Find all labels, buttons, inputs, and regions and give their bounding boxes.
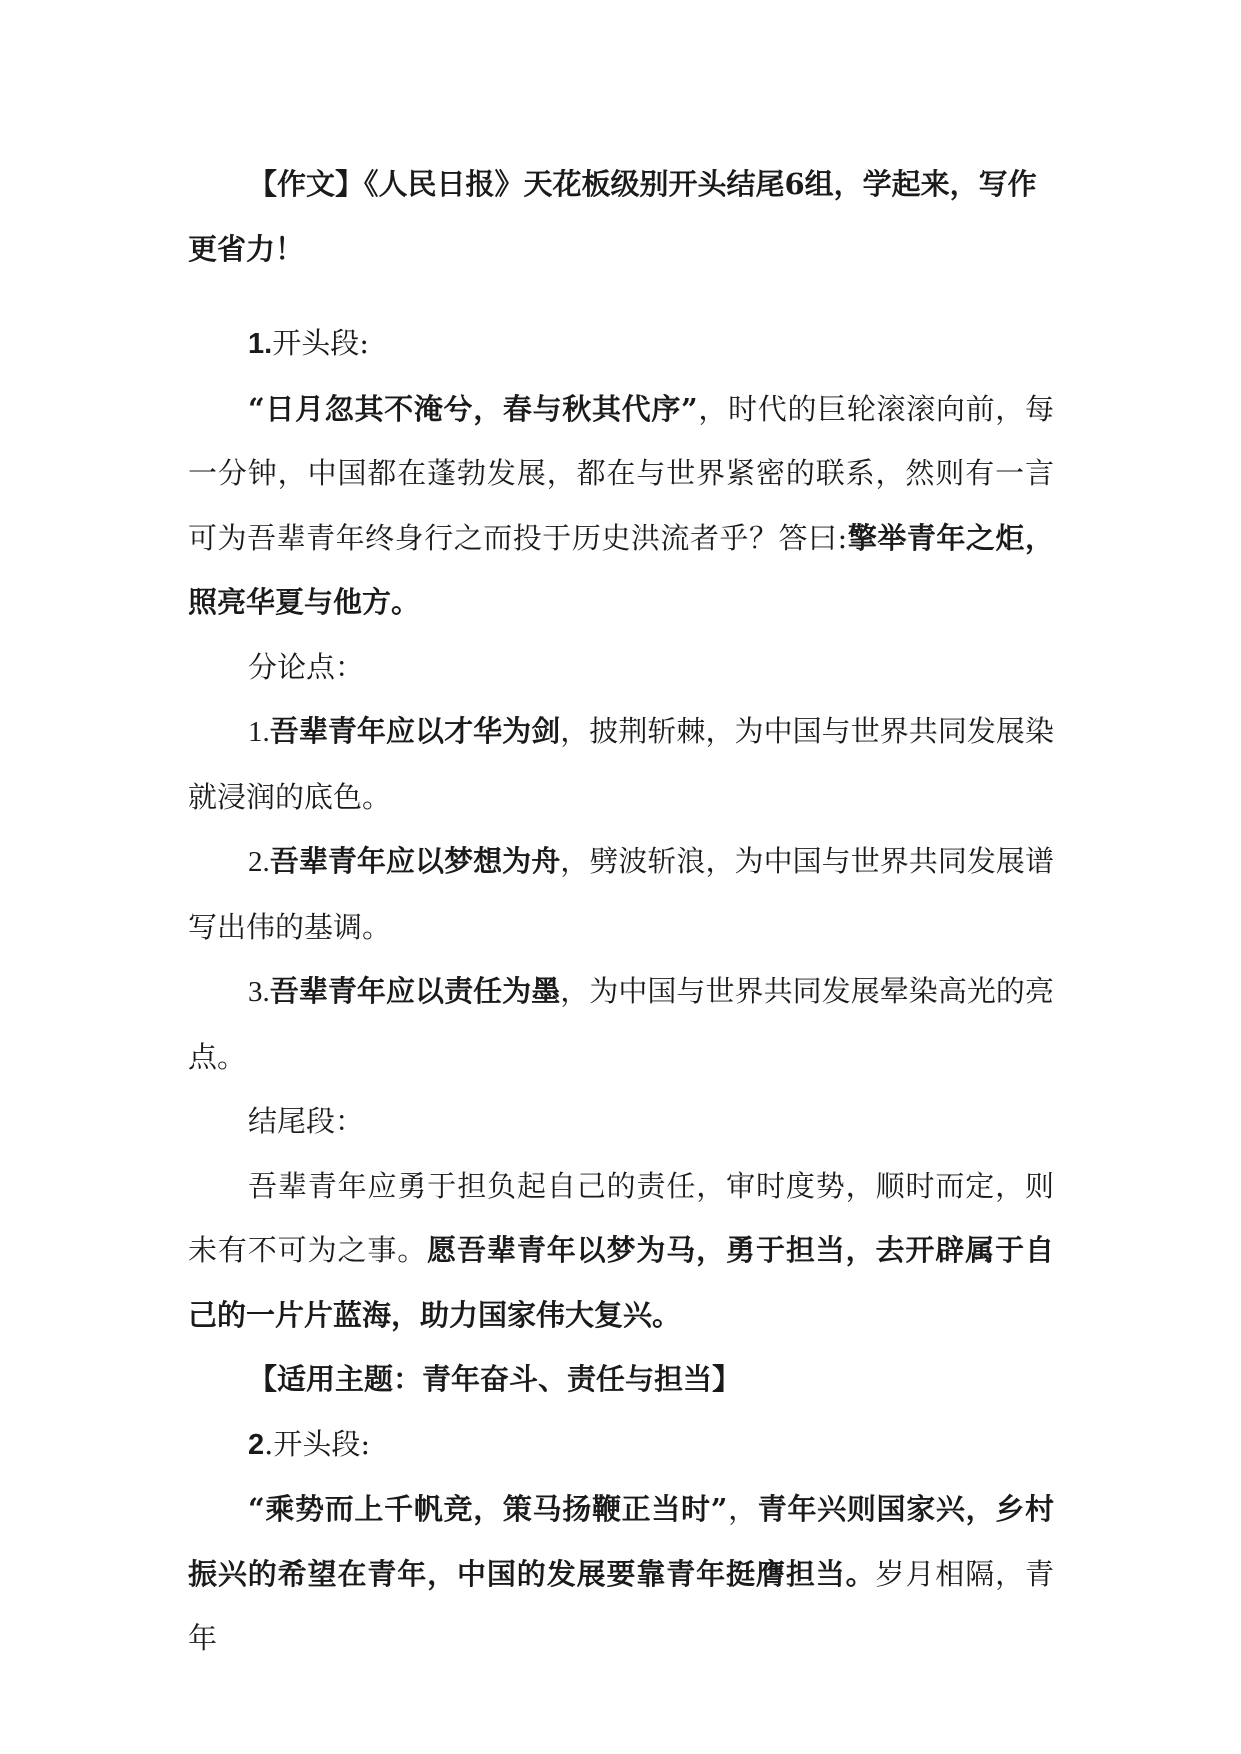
- point-item: [188, 699, 1054, 829]
- section-1-ending-paragraph: [188, 1154, 1054, 1348]
- section-2-opening-quote: “乘势而上千帆竞，策马扬鞭正当时”: [248, 1492, 728, 1526]
- section-2-opening-comma: ，: [727, 1492, 758, 1526]
- section-1-points-heading: 分论点：: [248, 649, 365, 684]
- section-2-number: 2: [248, 1428, 265, 1461]
- section-1-ending-bold: 愿吾辈青年以梦为马，勇于担当，去开辟属于自己的一片片蓝海，助力国家伟大复兴。: [188, 1233, 1054, 1332]
- point-bold-text: 吾辈青年应以梦想为舟: [269, 844, 561, 878]
- section-2-opening-text: 岁月相隔，青年: [188, 1556, 1054, 1655]
- section-1-opening-quote: “日月忽其不淹兮，春与秋其代序”: [248, 391, 698, 426]
- point-text: ，劈波斩浪，为中国与世界共同发展谱写出伟的基调。: [188, 844, 1054, 944]
- point-number: 3.: [248, 976, 270, 1008]
- point-text: ，披荆斩棘，为中国与世界共同发展染就浸润的底色。: [188, 714, 1054, 814]
- document-title: 【作文】《人民日报》天花板级别开头结尾6组，学起来，写作更省力！: [188, 167, 1037, 266]
- point-bold-text: 吾辈青年应以才华为剑: [269, 714, 561, 748]
- point-bold-text: 吾辈青年应以责任为墨: [269, 974, 561, 1008]
- section-1-heading-label: 开头段:: [272, 326, 369, 360]
- section-1-theme: 【适用主题：青年奋斗、责任与担当】: [248, 1362, 742, 1396]
- section-1-ending-heading: 结尾段：: [248, 1104, 365, 1138]
- section-1-opening-text: ，时代的巨轮滚滚向前，每一分钟，中国都在蓬勃发展，都在与世界紧密的联系，然则有一言可为吾辈青年终身行之而投于历史洪流者乎？答曰:: [188, 391, 1054, 555]
- section-2-opening-bold: 青年兴则国家兴，乡村振兴的希望在青年，中国的发展要靠青年挺膺担当。: [188, 1492, 1054, 1591]
- document-body: [188, 152, 1054, 1671]
- point-item: [188, 959, 1054, 1089]
- section-1-number: 1.: [248, 328, 273, 360]
- point-number: 1.: [248, 716, 270, 748]
- section-2-heading-label: .开头段:: [264, 1426, 371, 1461]
- point-text: ，为中国与世界共同发展晕染高光的亮点。: [188, 974, 1054, 1074]
- section-1-ending-text: 吾辈青年应勇于担负起自己的责任，审时度势，顺时而定，则未有不可为之事。: [188, 1168, 1054, 1267]
- section-1-opening-paragraph: [188, 377, 1054, 635]
- point-number: 2.: [248, 846, 270, 878]
- section-2-heading: [188, 1412, 1054, 1478]
- section-1-heading: [188, 311, 1054, 377]
- point-item: [188, 829, 1054, 959]
- section-2-opening-paragraph: [188, 1477, 1054, 1671]
- section-1-opening-answer: 擎举青年之炬，照亮华夏与他方。: [188, 520, 1054, 619]
